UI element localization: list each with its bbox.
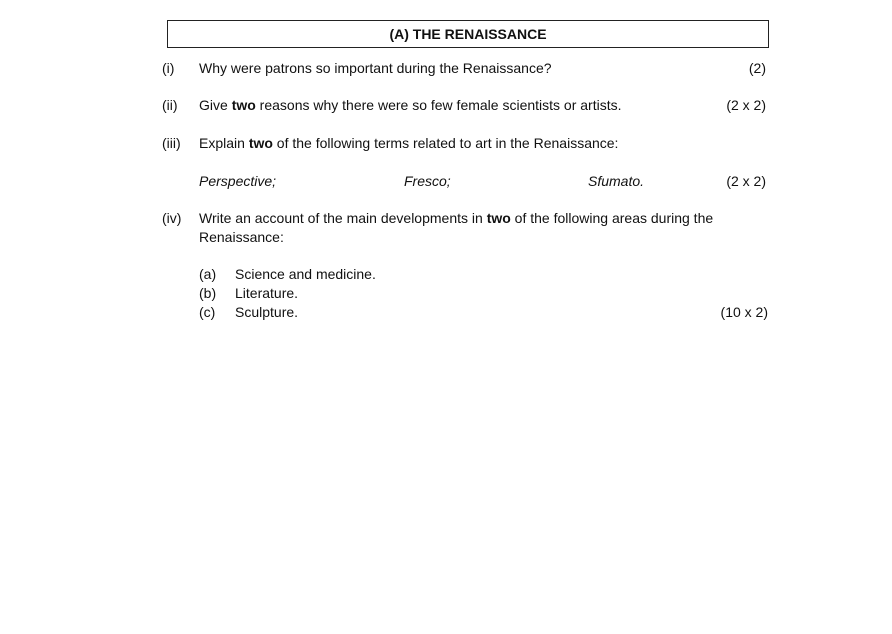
option-letter: (b) xyxy=(199,285,217,301)
option-text: Science and medicine. xyxy=(235,266,376,282)
option-text: Sculpture. xyxy=(235,304,299,320)
question-marks: (2 x 2) xyxy=(726,173,766,189)
section-title: (A) THE RENAISSANCE xyxy=(167,20,769,48)
question-text: Why were patrons so important during the Renaissance? xyxy=(199,60,552,76)
term-item: Fresco; xyxy=(404,173,451,189)
question-number: (iii) xyxy=(162,135,181,151)
question-number: (ii) xyxy=(162,97,178,113)
question-text: Explain two of the following terms related to art in the Renaissance: xyxy=(199,135,619,151)
question-number: (i) xyxy=(162,60,175,76)
option-text: Literature. xyxy=(235,285,299,301)
option-letter: (a) xyxy=(199,266,217,282)
question-marks: (2) xyxy=(748,60,766,76)
question-text: Give two reasons why there were so few female scientists or artists. xyxy=(199,97,622,113)
question-marks: (2 x 2) xyxy=(726,97,766,113)
question-text: Write an account of the main developments in two of the following areas during the xyxy=(199,210,714,226)
question-number: (iv) xyxy=(162,210,182,226)
term-item: Perspective; xyxy=(199,173,277,189)
emphasis: two xyxy=(486,210,511,226)
term-item: Sfumato. xyxy=(588,173,645,189)
emphasis: two xyxy=(248,135,273,151)
emphasis: two xyxy=(231,97,256,113)
question-text-continued: Renaissance: xyxy=(199,229,284,245)
question-marks: (10 x 2) xyxy=(720,304,768,320)
option-letter: (c) xyxy=(199,304,216,320)
